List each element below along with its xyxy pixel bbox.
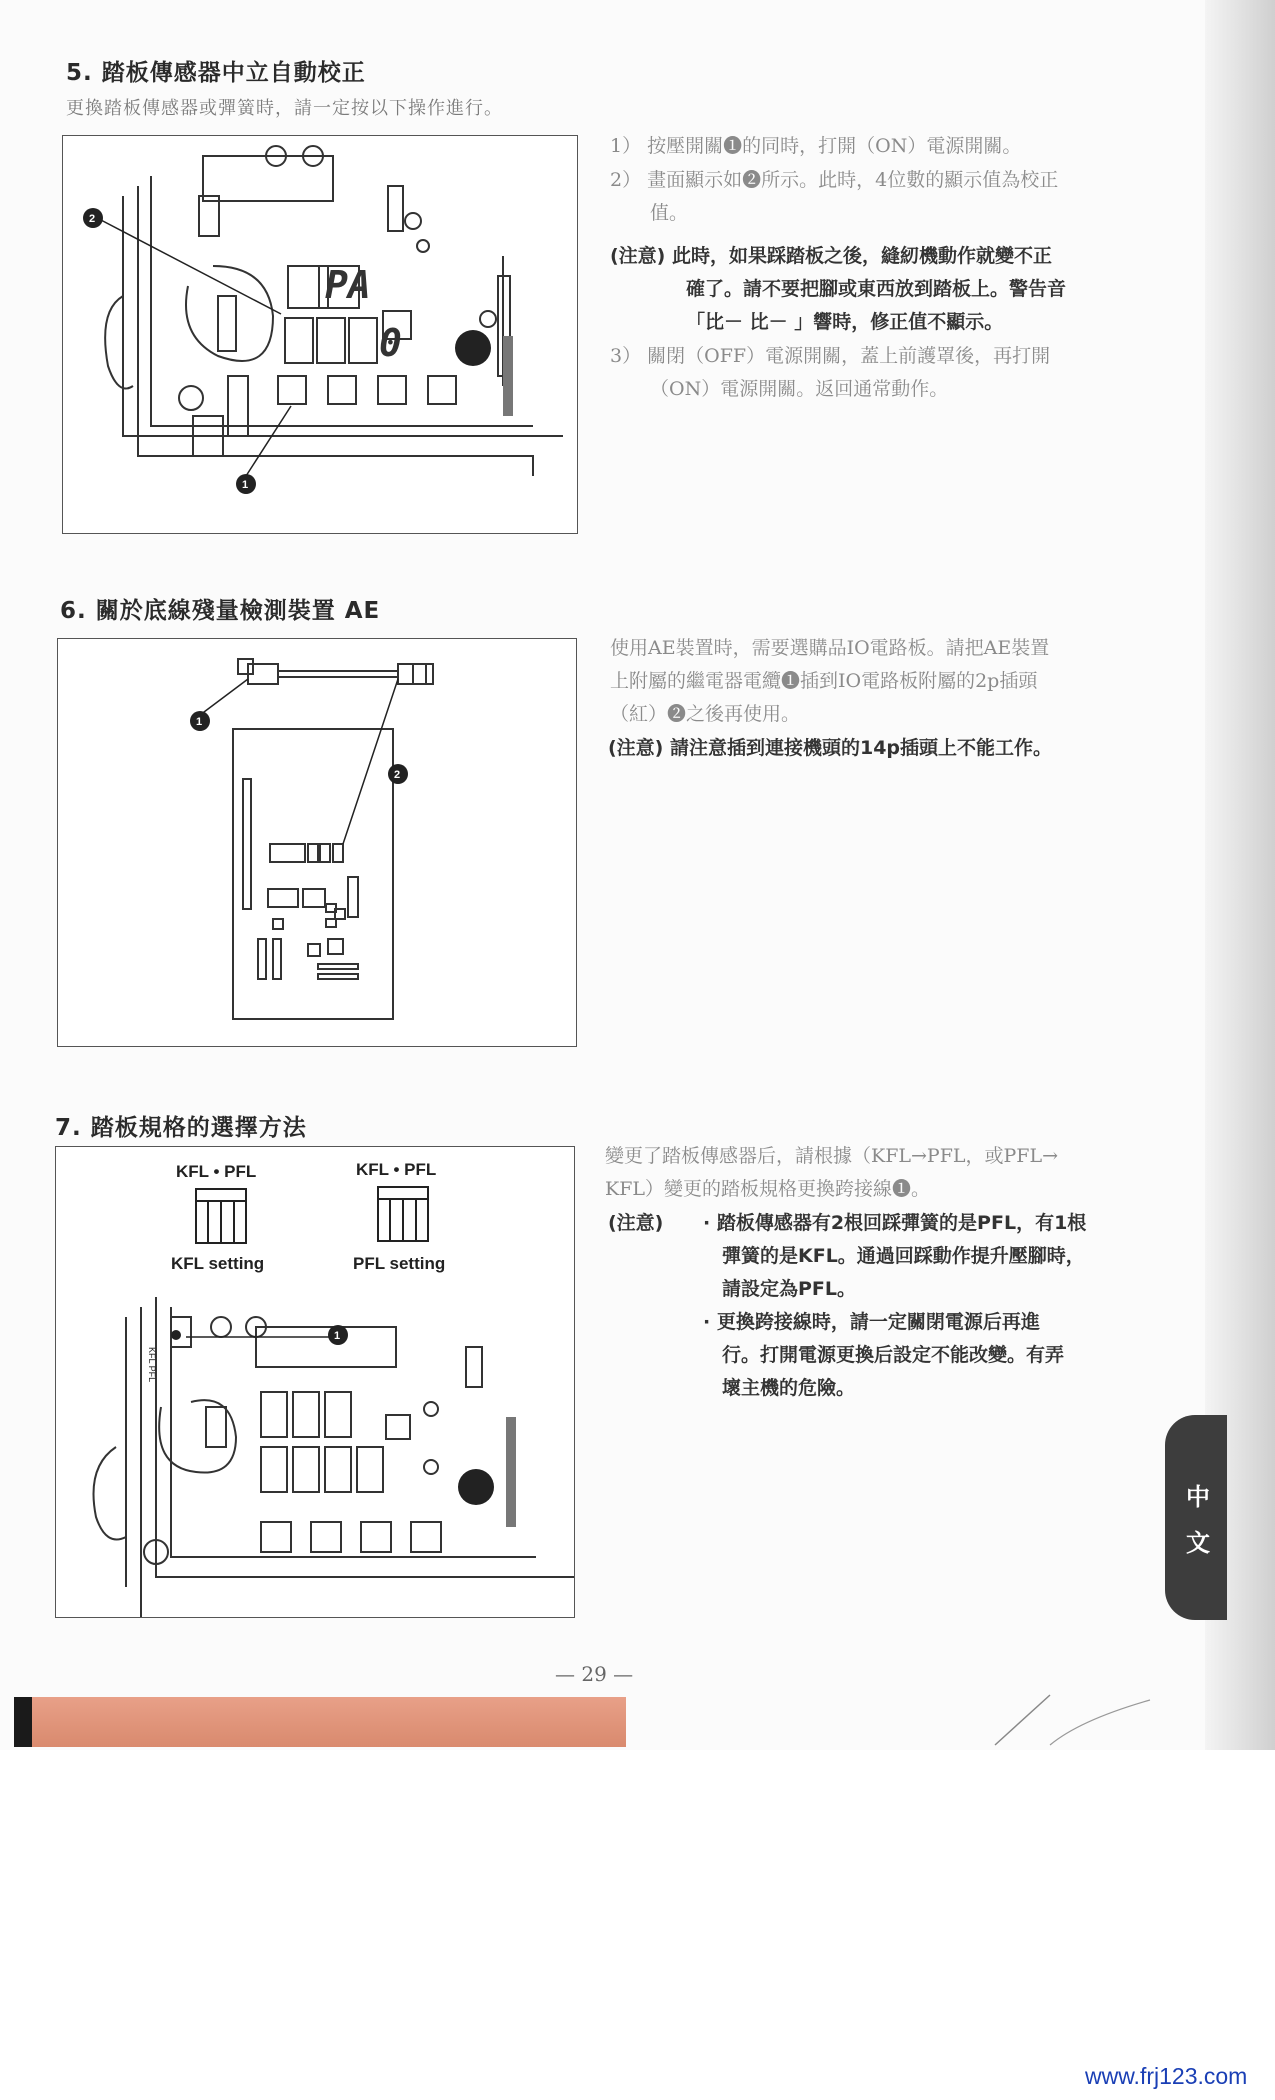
jumper-label-left: KFL • PFL [176, 1162, 257, 1181]
jumper-small-label: KFL PFL [147, 1347, 157, 1383]
section5-note-line1: (注意) 此時，如果踩踏板之後，縫紉機動作就變不正 [610, 245, 1052, 267]
section6-body-line3: （紅）❷之後再使用。 [610, 703, 801, 725]
scan-pen-marks [990, 1690, 1160, 1750]
section5-step1: 1） 按壓開關❶的同時，打開（ON）電源開關。 [610, 135, 1022, 157]
section6-body-line1: 使用AE裝置時，需要選購品IO電路板。請把AE裝置 [610, 637, 1050, 659]
pfl-setting-label: PFL setting [353, 1254, 446, 1273]
section6-body-line2: 上附屬的繼電器電纜❶插到IO電路板附屬的2p插頭 [610, 670, 1038, 692]
side-tab-char-2: 文 [1186, 1529, 1210, 1557]
control-panel-diagram-5 [63, 136, 577, 533]
svg-text:2: 2 [89, 213, 96, 225]
section6-title: 6. 關於底線殘量檢測裝置 AE [60, 598, 381, 624]
display-value-pa: PA [325, 263, 371, 307]
svg-text:1: 1 [242, 479, 249, 491]
section5-note-line3: 「比－ 比－ 」響時，修正值不顯示。 [686, 311, 1004, 333]
jumper-label-right: KFL • PFL [356, 1160, 437, 1179]
section6-note: (注意) 請注意插到連接機頭的14p插頭上不能工作。 [608, 737, 1053, 759]
section7-note-label: (注意) [608, 1212, 664, 1234]
section7-title: 7. 踏板規格的選擇方法 [55, 1115, 307, 1141]
section7-note2-line1: · 更換跨接線時，請一定關閉電源后再進 [703, 1311, 1040, 1333]
section5-step3-line2: （ON）電源開關。返回通常動作。 [650, 378, 949, 400]
section7-body-line1: 變更了踏板傳感器后，請根據（KFL→PFL，或PFL→ [605, 1145, 1059, 1167]
section5-title: 5. 踏板傳感器中立自動校正 [66, 60, 366, 86]
section7-note2-line3: 壞主機的危險。 [722, 1377, 856, 1399]
section5-step2-cont: 值。 [650, 202, 689, 224]
section7-figure [55, 1146, 575, 1618]
svg-text:2: 2 [394, 769, 401, 781]
section5-step3-line1: 3） 關閉（OFF）電源開關，蓋上前護罩後，再打開 [610, 345, 1051, 367]
side-tab-char-1: 中 [1186, 1483, 1210, 1511]
site-watermark: www.frj123.com [1085, 2063, 1248, 2089]
section6-figure [57, 638, 577, 1047]
language-side-tab [1165, 1415, 1227, 1620]
section7-body-line2: KFL）變更的踏板規格更換跨接線❶。 [605, 1178, 930, 1200]
jumper-setting-diagram [56, 1147, 574, 1617]
display-value-zero: 0 [379, 321, 402, 365]
section5-note-line2: 確了。請不要把腳或東西放到踏板上。警告音 [686, 278, 1067, 300]
kfl-setting-label: KFL setting [171, 1254, 265, 1273]
section7-note1-line1: · 踏板傳感器有2根回踩彈簧的是PFL，有1根 [703, 1212, 1087, 1234]
svg-text:1: 1 [196, 716, 203, 728]
section5-subtitle: 更換踏板傳感器或彈簧時，請一定按以下操作進行。 [66, 98, 503, 119]
section5-figure [62, 135, 578, 534]
section7-note1-line2: 彈簧的是KFL。通過回踩動作提升壓腳時， [722, 1245, 1085, 1267]
io-board-diagram [58, 639, 576, 1046]
section7-note1-line3: 請設定為PFL。 [722, 1278, 857, 1300]
scan-bottom-band [14, 1697, 626, 1747]
section5-step2: 2） 畫面顯示如❷所示。此時，4位數的顯示值為校正 [610, 169, 1059, 191]
section7-note2-line2: 行。打開電源更換后設定不能改變。有弄 [722, 1344, 1065, 1366]
page-number: — 29 — [555, 1662, 634, 1686]
svg-text:1: 1 [334, 1330, 341, 1342]
